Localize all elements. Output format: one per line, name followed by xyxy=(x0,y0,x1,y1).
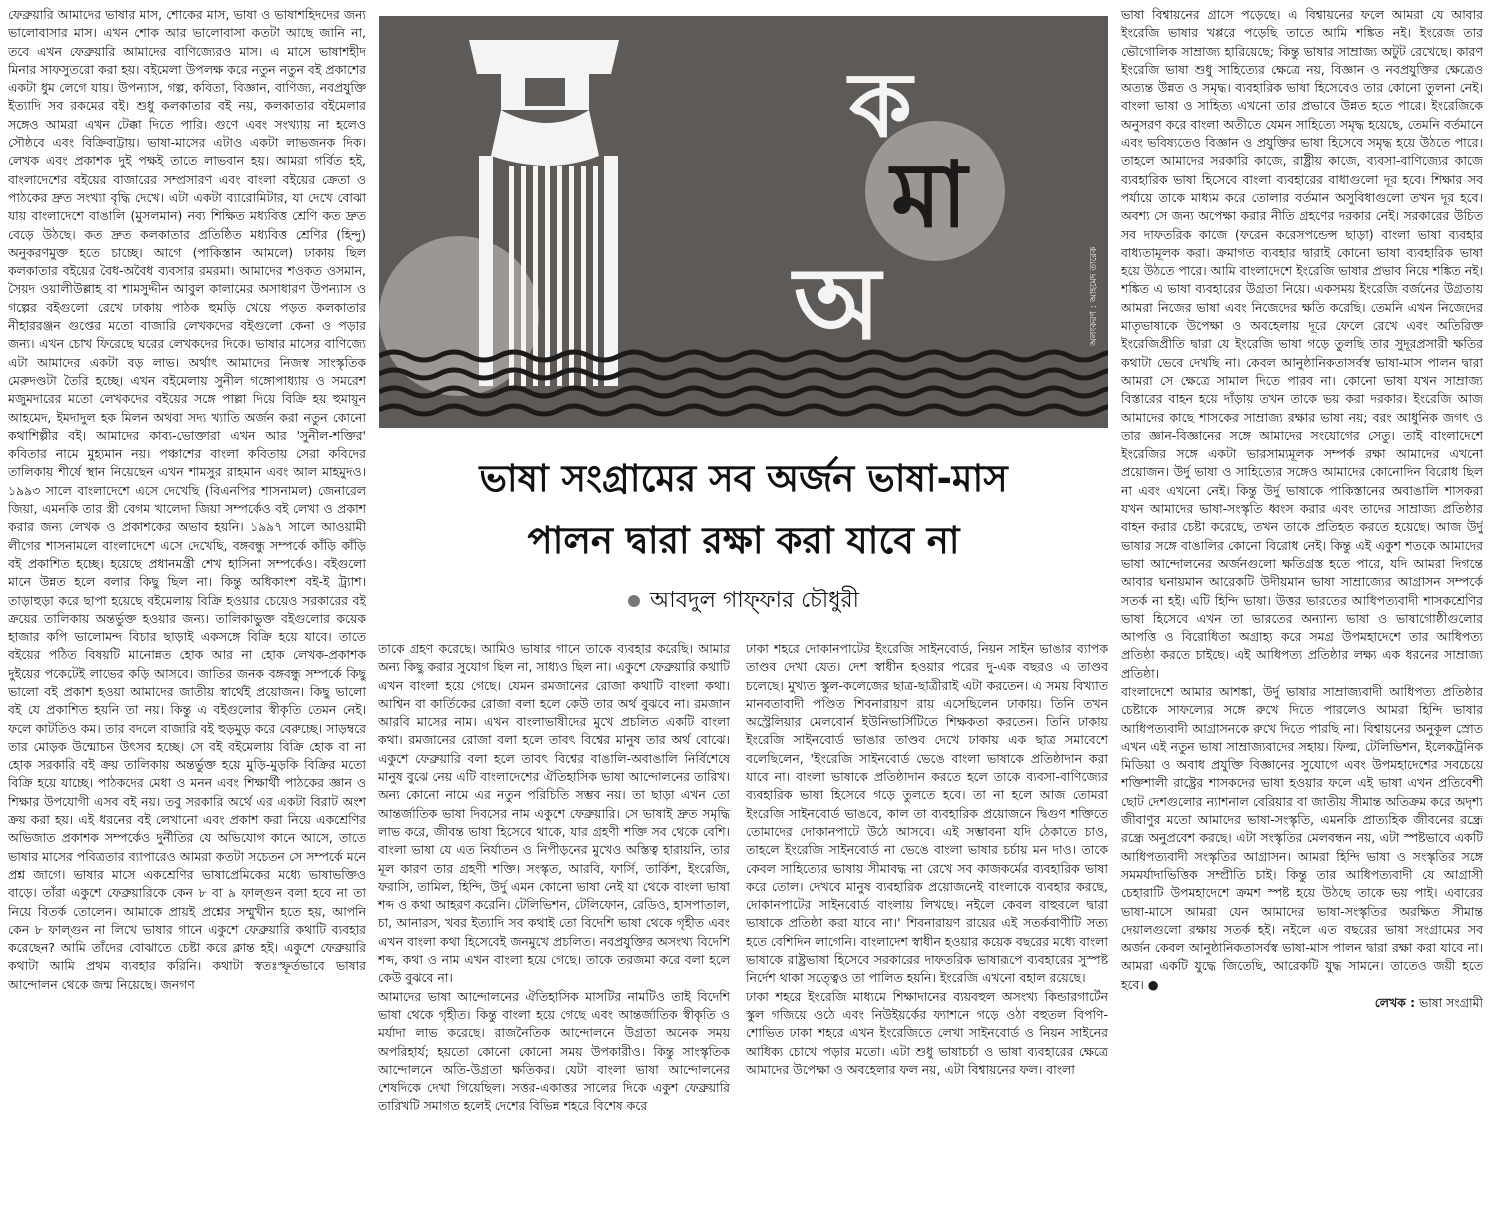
paragraph: আমাদের ভাষা আন্দোলনের ঐতিহাসিক মাসটির নামটিও তাই বিদেশি ভাষা থেকে গৃহীত। কিন্তু বাংলা হয়ে গেছে এবং আন্তর্জাতিক স্বীকৃতি ও মর্যাদা লাভ করেছে। রাজনৈতিক আন্দোলনে উগ্রতা অনেক সময় অপরিহার্য; হয়তো কোনো কোনো সময় উপকারীও। কিন্তু সাংস্কৃতিক আন্দোলনে অতি-উগ্রতা ক্ষতিকর। যেটা বাংলা ভাষা আন্দোলনের শেষদিকে দেখা গিয়েছিল। সত্তর-একাত্তর সালের দিকে একুশ ফেব্রুয়ারি তারিখটি সমাগত হলেই দেশের বিভিন্ন শহরে বিশেষ করে xyxy=(378,988,730,1114)
article-illustration xyxy=(379,16,1108,428)
headline-line-2: পালন দ্বারা রক্ষা করা যাবে না xyxy=(527,519,960,562)
article-column-right xyxy=(1121,6,1483,1206)
article-column-left xyxy=(8,6,366,1206)
paragraph: তাকে গ্রহণ করেছে। আমিও ভাষার গানে তাকে ব্যবহার করেছি। আমার অন্য কিছু করার সুযোগ ছিল না, সাধ্যও ছিল না। একুশে ফেব্রুয়ারি কথাটি এখন বাংলা হয়ে গেছে। যেমন রমজানের রোজা কথাটি বাংলা কথা। আশ্বিন বা কার্তিকের রোজা বলা হলে কেউ তার অর্থ বুঝবে না। রমজান আরবি মাসের নাম। এখন বাংলাভাষীদের মুখে প্রচলিত একটি বাংলা কথা। রমজানের রোজা বলা হলে তাবৎ বিশ্বের মানুষ তার অর্থ বোঝে। একুশে ফেব্রুয়ারি বলা হলে তাবৎ বিশ্বের বাঙালি-অবাঙালি নির্বিশেষে মানুষ বুঝে নেয় এটি বাংলাদেশের ঐতিহাসিক ভাষা আন্দোলনের তারিখ। অন্য কোনো নামে এর নতুন পরিচিতি সম্ভব নয়। তা ছাড়া এখন তো আন্তর্জাতিক ভাষা দিবসের নাম একুশে ফেব্রুয়ারি। সে ভাষাই দ্রুত সমৃদ্ধি লাভ করে, জীবন্ত ভাষা হিসেবে থাকে, যার গ্রহণী শক্তি সব থেকে বেশি। বাংলা ভাষা যে এত নির্যাতন ও নিপীড়নের মুখেও অস্তিত্ব হারায়নি, তার মূল কারণ তার গ্রহণী শক্তি। সংস্কৃত, আরবি, ফার্সি, তার্কিশ, ইংরেজি, ফরাসি, তামিল, হিন্দি, উর্দু এমন কোনো ভাষা নেই যা থেকে বাংলা ভাষা শব্দ ও কথা আহরণ করেনি। টেলিভিশন, টেলিফোন, রেডিও, হাসপাতাল, চা, আনারস, খবর ইত্যাদি সব কথাই তো বিদেশি ভাষা থেকে গৃহীত এবং এখন বাংলা কথা হিসেবেই জনমুখে প্রচলিত। নবপ্রযুক্তির অসংখ্য বিদেশি শব্দ, কথা ও নাম এখন বাংলা হয়ে গেছে। তাকে তরজমা করে বলা হলে কেউ বুঝবে না। xyxy=(378,641,730,986)
headline-line-1: ভাষা সংগ্রামের সব অর্জন ভাষা-মাস xyxy=(479,457,1008,500)
footer-label: লেখক : xyxy=(1374,995,1416,1011)
author-footer xyxy=(1121,994,1483,1012)
paragraph: ঢাকা শহরে ইংরেজি মাধ্যমে শিক্ষাদানের ব্যয়বহুল অসংখ্য কিন্ডারগার্টেন স্কুল গজিয়ে ওঠে এবং নিউইয়র্কের ফ্যাশনে গড়ে ওঠা বহুতল বিপণি-শোভিত ঢাকা শহরে এখন ইংরেজিতে লেখা সাইনবোর্ড ও নিয়ন সাইনের আধিক্য চোখে পড়ার মতো। এটা শুধু ভাষাচর্চা ও ভাষা ব্যবহারের ক্ষেত্রে আমাদের উপেক্ষা ও অবহেলার ফল নয়, এটা বিশ্বায়নের ফল। বাংলা xyxy=(746,988,1108,1077)
letter-ka: ক xyxy=(849,53,912,158)
letter-ma: মা xyxy=(891,143,968,248)
illustration-credit: অলংকরণ : আহমেদ তারেক xyxy=(1089,246,1099,346)
paragraph: বাংলাদেশে আমার আশঙ্কা, উর্দু ভাষার সাম্রাজ্যবাদী আধিপত্য প্রতিষ্ঠার চেষ্টাকে সাফল্যের সঙ্গে রুখে দিতে পারলেও আমরা হিন্দি ভাষার আধিপত্যবাদী আগ্রাসনকে রুখে দিতে পারছি না। বিশ্বায়নের অনুকূল স্রোত এখন এই নতুন ভাষা সাম্রাজ্যবাদের সহায়। ফিল্ম, টেলিভিশন, ইলেকট্রনিক মিডিয়া ও অবাধ প্রযুক্তি বিজ্ঞানের সুযোগে এবং উপমহাদেশের সবচেয়ে শক্তিশালী রাষ্ট্রের শাসকদের ভাষা হওয়ার ফলে এই ভাষা এখন প্রতিবেশী ছোট দেশগুলোর ন্যাশনাল বেরিয়ার বা জাতীয় সীমান্ত অতিক্রম করে অদৃশ্য জীবাণুর মতো আমাদের ভাষা-সংস্কৃতি, এমনকি প্রাত্যহিক জীবনের রন্ধ্রে রন্ধ্রে অনুপ্রবেশ করছে। এটা সংস্কৃতির মেলবন্ধন নয়, এটা স্পষ্টভাবে একটি আধিপত্যবাদী সংস্কৃতির আগ্রাসন। আমরা হিন্দি ভাষা ও সংস্কৃতির সঙ্গে সমমর্যাদাভিত্তিক সম্প্রীতি চাই। কিন্তু তার আধিপত্যবাদী যে আগ্রাসী চেহারাটি উপমহাদেশে ক্রমশ স্পষ্ট হয়ে উঠছে তাকে ভয় পাই। এবারের ভাষা-মাসে আমরা যেন আমাদের ভাষা-সংস্কৃতির অরক্ষিত সীমান্ত দেয়ালগুলো রক্ষায় সতর্ক হই। নইলে এত বছরের ভাষা সংগ্রামের সব অর্জন কেবল আনুষ্ঠানিকতাসর্বস্ব ভাষা-মাস পালন দ্বারা রক্ষা করা যাবে না। আমরা একটি যুদ্ধে জিতেছি, আরেকটি যুদ্ধ সামনে। তাতেও জয়ী হতে হবে। ● xyxy=(1121,683,1483,992)
article-column-middle-2 xyxy=(746,640,1108,1206)
paragraph: ফেব্রুয়ারি আমাদের ভাষার মাস, শোকের মাস, ভাষা ও ভাষাশহিদদের জন্য ভালোবাসার মাস। এখন শোক আর ভালোবাসা কতটা আছে জানি না, তবে এখন ফেব্রুয়ারি আমাদের বাণিজ্যেরও মাস। এ মাসে ভাষাশহীদ মিনার সাফসুতরো করা হয়। বইমেলা উপলক্ষ করে নতুন নতুন বই প্রকাশের একটা ধুম লেগে যায়। উপন্যাস, গল্প, কবিতা, বিজ্ঞান, বাণিজ্য, নবপ্রযুক্তি ইত্যাদি সব রকমের বই। শুধু কলকাতার বই নয়, কলকাতার বইমেলার সঙ্গেও আমরা এখন টেক্কা দিতে পারি। গুণে এবং সংখ্যায় না হলেও সৌষ্ঠবে এবং বিক্রিবাট্টায়। ভাষা-মাসের এটাও একটা লাভজনক দিক। লেখক এবং প্রকাশক দুই পক্ষই তাতে লাভবান হয়। আমরা গর্বিত হই, বাংলাদেশের বইয়ের বাজারের সম্প্রসারণ এবং বাংলা বইয়ের ক্রেতা ও পাঠকের দ্রুত সংখ্যা বৃদ্ধি দেখে। এটা একটা ব্যারোমিটার, যা দেখে বোঝা যায় বাংলাদেশে বাঙালি (মুসলমান) নব্য শিক্ষিত মধ্যবিত্ত শ্রেণি কত দ্রুত বেড়ে উঠছে। কত দ্রুত কলকাতার প্রতিষ্ঠিত মধ্যবিত্ত শ্রেণির (হিন্দু) অনুকরণমুক্ত হতে চাচ্ছে। আগে (পাকিস্তান আমলে) ঢাকায় ছিল কলকাতার বইয়ের বৈধ-অবৈধ ব্যবসার রমরমা। আমাদের শওকত ওসমান, সৈয়দ ওয়ালীউল্লাহ বা শামসুদ্দীন আবুল কালামের অসাধারণ উপন্যাস ও গল্পের বইগুলো রেখে ঢাকায় পাঠক হুমড়ি খেয়ে পড়ত কলকাতার নীহাররঞ্জন গুপ্তের মতো বাজারি লেখকদের বইগুলো কেনা ও পড়ার জন্য। এখন চোখ ফিরেছে ঘরের লেখকদের দিকে। ভাষার মাসের বাণিজ্যে এটা আমাদের একটা বড় লাভ। অর্থাৎ আমাদের নিজস্ব সাংস্কৃতিক মেরুদণ্ডটা তৈরি হচ্ছে। এখন বইমেলায় সুনীল গঙ্গোপাধ্যায় ও সমরেশ মজুমদারের মতো লেখকদের বইয়ের সঙ্গে পাল্লা দিয়ে বিক্রি হয় হুমায়ূন আহমেদ, ইমদাদুল হক মিলন অথবা সদ্য খ্যাতি অর্জন করা নতুন কোনো কথাশিল্পীর বই। আমাদের কাব্য-ভোক্তারা এখন আর 'সুনীল-শক্তির' কবিতার নামে মুহ্যমান নয়। পঞ্চাশের বাংলা কবিতায় সেরা কবিদের তালিকায় শীর্ষে স্থান নিয়েছেন এখন শামসুর রাহমান এবং আল মাহমুদও। ১৯৯৩ সালে বাংলাদেশে এসে দেখেছি (বিএনপির শাসনামল) জেনারেল জিয়া, এমনকি তার স্ত্রী বেগম খালেদা জিয়া সম্পর্কেও বই লেখা ও প্রকাশ করার জন্য লেখক ও প্রকাশকের অভাব হয়নি। ১৯৯৭ সালে আওয়ামী লীগের শাসনামলে বাংলাদেশে এসে দেখেছি, বঙ্গবন্ধু সম্পর্কে কাঁড়ি কাঁড়ি বই প্রকাশিত হচ্ছে। হয়েছে প্রধানমন্ত্রী শেখ হাসিনা সম্পর্কেও। বইগুলো মানে উন্নত হলে বলার কিছু ছিল না। কিন্তু অধিকাংশ বই-ই ট্র্যাশ। তাড়াহুড়া করে ছাপা হয়েছে বইমেলায় বিক্রি হওয়ার চেয়েও সরকারের বই ক্রয়ের তালিকায় অন্তর্ভুক্ত হওয়ার জন্য। তালিকাভুক্ত বইগুলোর কয়েক হাজার কপি ভালোমন্দ বিচার ছাড়াই একসঙ্গে বিক্রি হয়ে যাবে। তাতে বইয়ের পঠিত বিষয়টি মানোন্নত হোক আর না হোক লেখক-প্রকাশক দুইয়ের পকেটেই লাভের কড়ি আসবে। জাতির জনক বঙ্গবন্ধু সম্পর্কে কিছু ভালো বই প্রকাশ হওয়া আমাদের জাতীয় স্বার্থেই প্রয়োজন। কিছু ভালো বই যে প্রকাশিত হয়নি তা নয়। কিন্তু এ বইগুলোর স্বীকৃতি তেমন নেই। ফলে কাটতিও কম। তার বদলে বাজারি বই হুড়মুড় করে বেরুচ্ছে। সাড়ম্বরে তার মোড়ক উন্মোচন উৎসব হচ্ছে। সে বই বইমেলায় বিক্রি হোক বা না হোক সরকারি বই ক্রয় তালিকায় অন্তর্ভুক্ত হয়ে মুড়ি-মুড়কি বিক্রির মতো বিক্রি হয়ে যাচ্ছে। পাঠকদের মেধা ও মনন এবং শিক্ষার্থী পাঠকের জ্ঞান ও শিক্ষার উপযোগী এসব বই নয়। তবু সরকারি অর্থে এর একটা বিরাট অংশ ক্রয় করা হয়। এই ধরনের বই লেখানো এবং প্রকাশ করা নিয়ে একশ্রেণির অভিজাত প্রকাশক সম্পর্কেও দুর্নীতির যে অভিযোগ কানে আসে, তাতে ভাষার মাসের পবিত্রতার ব্যাপারেও আমরা কতটা সচেতন সে সম্পর্কে মনে প্রশ্ন জাগে। ভাষার মাসে একশ্রেণির ভাষাপ্রেমিকের মধ্যে ভাষাভক্তিও বাড়ে। তাঁরা একুশে ফেব্রুয়ারিকে কেন ৮ বা ৯ ফাল্গুন বলা হবে না তা নিয়ে বিতর্ক তোলেন। আমাকে প্রায়ই প্রশ্নের সম্মুখীন হতে হয়, আপনি কেন ৮ ফাল্গুন না লিখে ভাষার গানে একুশে ফেব্রুয়ারি কথাটি ব্যবহার করেছেন? আমি তাঁদের বোঝাতে চেষ্টা করে ক্লান্ত হই। একুশে ফেব্রুয়ারি কথাটা আমি প্রথম ব্যবহার করিনি। কথাটা স্বতঃস্ফূর্তভাবে ভাষার আন্দোলন থেকে জন্ম নিয়েছে। জনগণ xyxy=(8,7,366,992)
article-byline xyxy=(378,586,1109,616)
article-headline xyxy=(378,448,1109,572)
author-name: আবদুল গাফ্‌ফার চৌধুরী xyxy=(650,588,859,613)
paragraph: ভাষা বিশ্বায়নের গ্রাসে পড়েছে। এ বিশ্বায়নের ফলে আমরা যে আবার ইংরেজি ভাষার খপ্পরে পড়েছি তাতে আমি শঙ্কিত নই। ইংরেজ তার ভৌগোলিক সাম্রাজ্য হারিয়েছে; কিন্তু ভাষার সাম্রাজ্য অটুট রেখেছে। কারণ ইংরেজি ভাষা শুধু সাহিত্যের ক্ষেত্রে নয়, বিজ্ঞান ও নবপ্রযুক্তির ক্ষেত্রেও অত্যন্ত উন্নত ও সমৃদ্ধ। ব্যবহারিক ভাষা হিসেবেও তার কোনো তুলনা নেই। বাংলা ভাষা ও সাহিত্য এখনো তার প্রভাবে উন্নত হতে পারে। ইংরেজিকে অনুসরণ করে বাংলা অতীতে যেমন সাহিত্যে সমৃদ্ধ হয়েছে, তেমনি বর্তমানে এবং ভবিষ্যতেও বিজ্ঞান ও প্রযুক্তির ভাষা হিসেবে সমৃদ্ধ হয়ে উঠতে পারে। তাহলে আমাদের সরকারি কাজে, রাষ্ট্রীয় কাজে, ব্যবসা-বাণিজ্যের কাজে ব্যবহারিক ভাষা হিসেবে বাংলা ব্যবহারের বাধাগুলো দূর হবে। শিক্ষার সব পর্যায়ে তাকে মাধ্যম করে তোলার বর্তমান অসুবিধাগুলো তখন দূর হবে। অবশ্য সে জন্য অপেক্ষা করার নীতি গ্রহণের দরকার নেই। সরকারের উচিত সব দাফতরিক কাজে (ফরেন করেসপন্ডেন্স ছাড়া) বাংলা ভাষা ব্যবহার বাধ্যতামূলক করা। ক্রমাগত ব্যবহার দ্বারাই কোনো ভাষা ব্যবহারিক ভাষা হয়ে উঠতে পারে। আমি বাংলাদেশে ইংরেজি ভাষার প্রভাব নিয়ে শঙ্কিত নই। শঙ্কিত এ ভাষা ব্যবহারের উগ্রতা নিয়ে। একসময় ইংরেজি বর্জনের উগ্রতায় আমরা নিজের ভাষা এবং নিজেদের ক্ষতি করেছি। তেমনি এখন নিজেদের মাতৃভাষাকে উপেক্ষা ও অবহেলায় দূরে ফেলে রেখে এবং অতিরিক্ত ইংরেজিপ্রীতি দ্বারা যে ইংরেজি ভাষা গড়ে তুলছি তার সুদূরপ্রসারী ক্ষতির কথাটা ভেবে দেখছি না। কেবল আনুষ্ঠানিকতাসর্বস্ব ভাষা-মাস পালন দ্বারা আমরা সে ক্ষেত্রে সামাল দিতে পারব না। কোনো ভাষা যখন সাম্রাজ্য বিস্তারের বাহন হয়ে দাঁড়ায় তখন তাকে ভয় করা দরকার। ইংরেজি আজ আমাদের কাছে শাসকের সাম্রাজ্য রক্ষার ভাষা নয়; বরং আধুনিক জগৎ ও তার জ্ঞান-বিজ্ঞানের সঙ্গে আমাদের সংযোগের সেতু। তাই বাংলাদেশে ইংরেজির সঙ্গে একটা ভারসাম্যমূলক সম্পর্ক রক্ষা আমাদের এখনো প্রয়োজন। উর্দু ভাষা ও সাহিত্যের সঙ্গেও আমাদের কোনোদিন বিরোধ ছিল না এবং এখনো নেই। কিন্তু উর্দু ভাষাকে পাকিস্তানের অবাঙালি শাসকরা যখন আমাদের ভাষা-সংস্কৃতি ধ্বংস করার এবং তাদের সাম্রাজ্য প্রতিষ্ঠার বাহন করার চেষ্টা করেছে, তখন তাকে প্রতিহত করতে হয়েছে। আজ উর্দু ভাষার সঙ্গে বাঙালির কোনো বিরোধ নেই। কিন্তু এই একুশ শতকে আমাদের ভাষা আন্দোলনের অর্জনগুলো ক্ষতিগ্রস্ত হতে পারে, যদি আমরা দিগন্তে আবার ঘনায়মান আরেকটি উদীয়মান ভাষা সাম্রাজ্যের আগ্রাসন সম্পর্কে সতর্ক না হই। এটি হিন্দি ভাষা। উত্তর ভারতের আধিপত্যবাদী শাসকশ্রেণির ভাষা হিসেবে এখন তা ভারতের অন্যান্য ভাষা ও ভাষাগোষ্ঠীগুলোর আপত্তি ও বিরোধিতা অগ্রাহ্য করে সমগ্র উপমহাদেশে তার আধিপত্য প্রতিষ্ঠা করতে চাইছে। এই আধিপত্য প্রতিষ্ঠার লক্ষ্য এক ধরনের সাম্রাজ্য প্রতিষ্ঠা। xyxy=(1121,7,1483,681)
footer-value: ভাষা সংগ্রামী xyxy=(1418,995,1483,1011)
bullet-icon xyxy=(628,595,640,607)
paragraph: ঢাকা শহরে দোকানপাটের ইংরেজি সাইনবোর্ড, নিয়ন সাইন ভাঙার ব্যাপক তাণ্ডব দেখা যেত। দেশ স্বাধীন হওয়ার পরের দু-এক বছরও এ তাণ্ডব চলেছে। মুখ্যত স্কুল-কলেজের ছাত্র-ছাত্রীরাই এটা করতেন। এ সময় বিখ্যাত মানবতাবাদী পণ্ডিত শিবনারায়ণ রায় এসেছিলেন ঢাকায়। তিনি তখন অস্ট্রেলিয়ার মেলবোর্ন ইউনিভার্সিটিতে শিক্ষকতা করতেন। তিনি ঢাকায় ইংরেজি সাইনবোর্ড ভাঙার তাণ্ডব দেখে ঢাকায় এক ছাত্র সমাবেশে বলেছিলেন, 'ইংরেজি সাইনবোর্ড ভেঙে বাংলা ভাষাকে প্রতিষ্ঠাদান করা যাবে না। বাংলা ভাষাকে প্রতিষ্ঠাদান করতে হলে তাকে ব্যবসা-বাণিজ্যের ব্যবহারিক ভাষা হিসেবে গড়ে তুলতে হবে। তা না হলে আজ তোমরা ইংরেজি সাইনবোর্ড ভাঙবে, কাল তা ব্যবহারিক প্রয়োজনে দ্বিগুণ শক্তিতে তোমাদের দোকানপাটে উঠে আসবে। এই সম্ভাবনা যদি ঠেকাতে চাও, তাহলে ইংরেজি সাইনবোর্ড না ভেঙে বাংলা ভাষার চর্চায় মন দাও। তাকে কেবল সাহিত্যের ভাষায় সীমাবদ্ধ না রেখে সব কাজকর্মের ব্যবহারিক ভাষা করে তোল। দেখবে মানুষ ব্যবহারিক প্রয়োজনেই বাংলাকে ব্যবহার করছে, দোকানপাটের সাইনবোর্ড বাংলায় লিখছে। নইলে কেবল বাহুবলে দ্বারা ভাষাকে প্রতিষ্ঠা করা যাবে না।' শিবনারায়ণ রায়ের এই সতর্কবাণীটি সত্য হতে বেশিদিন লাগেনি। বাংলাদেশ স্বাধীন হওয়ার কয়েক বছরের মধ্যে বাংলা ভাষাকে রাষ্ট্রভাষা হিসেবে সরকারের দাফতরিক ভাষারূপে ব্যবহারের সুস্পষ্ট নির্দেশ থাকা সত্ত্বেও তা পালিত হয়নি। ইংরেজি এখনো বহাল রয়েছে। xyxy=(746,641,1108,986)
article-column-middle-1 xyxy=(378,640,730,1206)
letter-a: অ xyxy=(794,245,881,362)
shaheed-minar-illustration xyxy=(379,16,1108,428)
